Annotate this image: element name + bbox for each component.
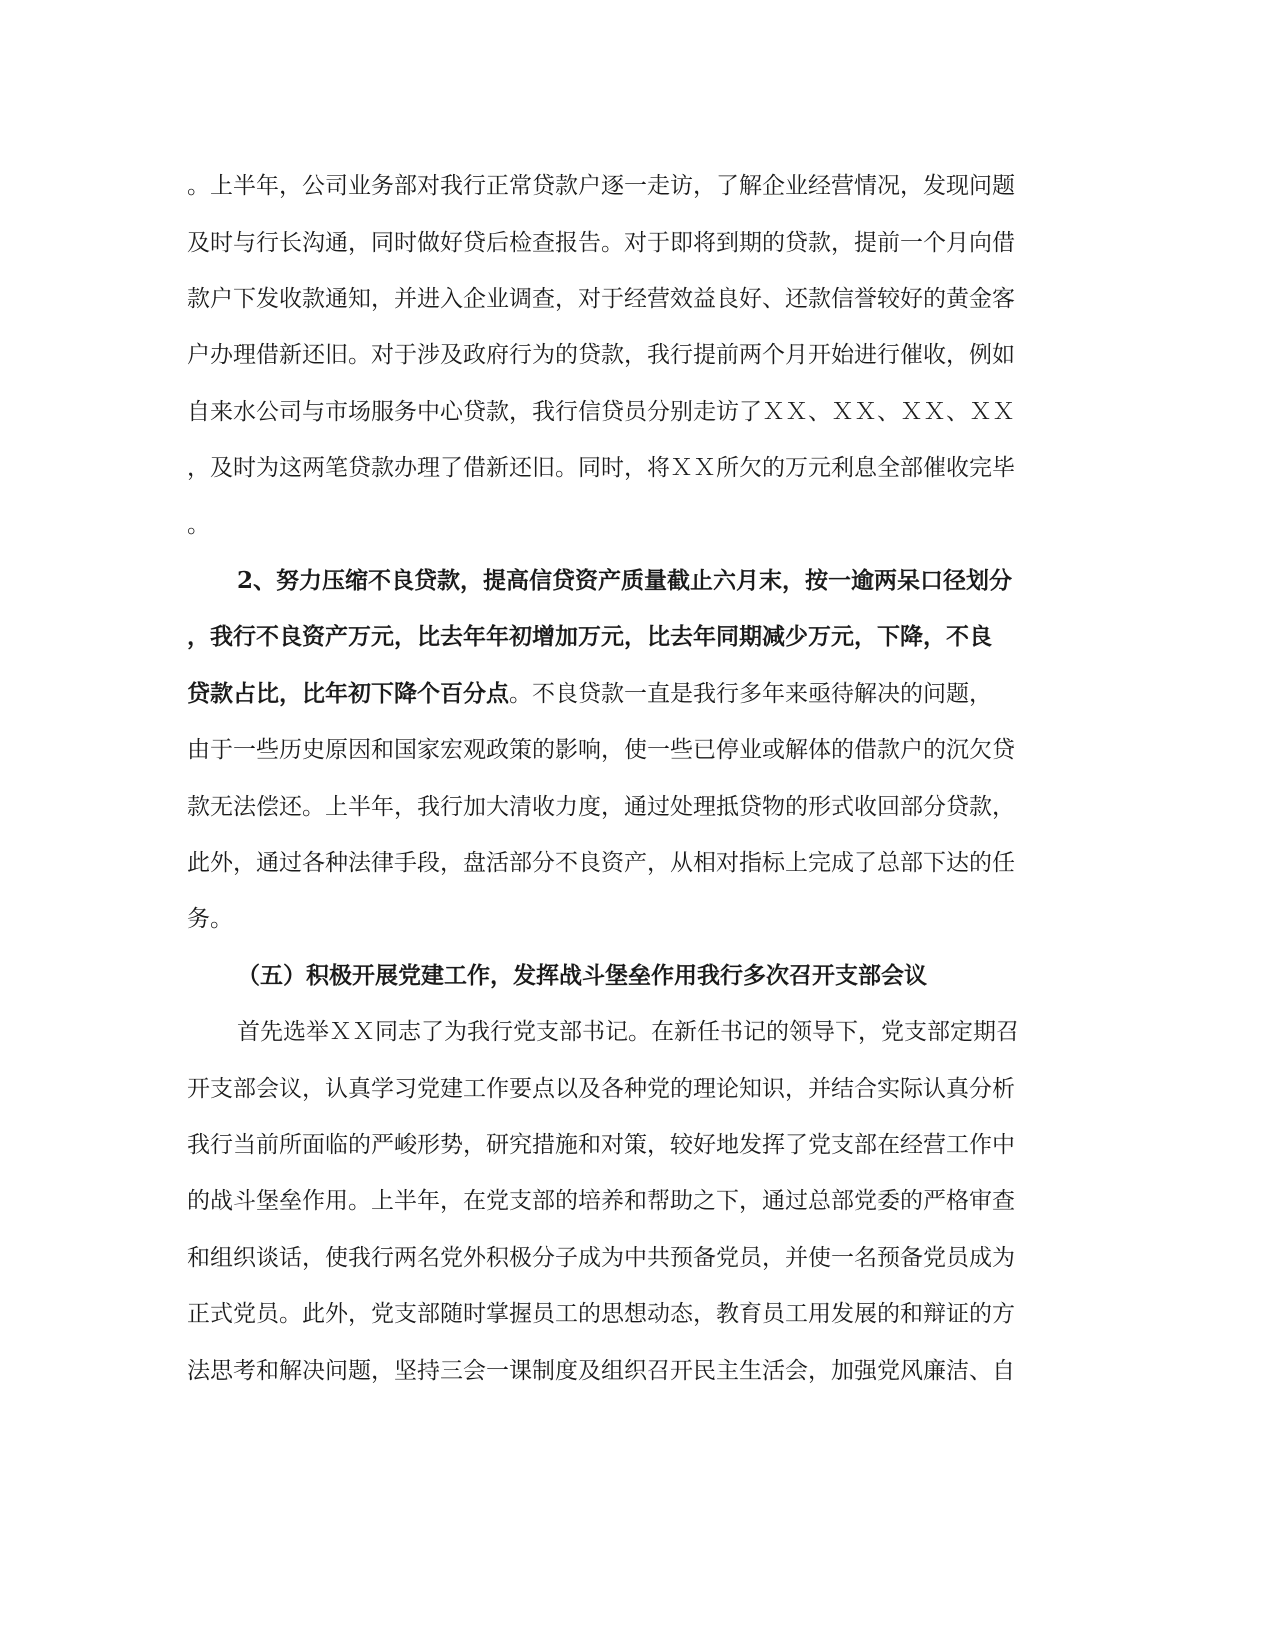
section-heading-text: 贷款占比，比年初下降个百分点 xyxy=(187,680,509,707)
paragraph-line: 法思考和解决问题，坚持三会一课制度及组织召开民主生活会，加强党风廉洁、自 xyxy=(187,1358,1015,1384)
paragraph-line: 。 xyxy=(187,512,210,538)
paragraph-line: 自来水公司与市场服务中心贷款，我行信贷员分别走访了ＸＸ、ＸＸ、ＸＸ、ＸＸ xyxy=(187,399,1015,425)
paragraph-text: 。不良贷款一直是我行多年来亟待解决的问题， xyxy=(509,681,992,707)
paragraph-line: 开支部会议，认真学习党建工作要点以及各种党的理论知识，并结合实际认真分析 xyxy=(187,1076,1015,1102)
paragraph-line: ，及时为这两笔贷款办理了借新还旧。同时，将ＸＸ所欠的万元利息全部催收完毕 xyxy=(187,455,1015,481)
paragraph-line: 由于一些历史原因和国家宏观政策的影响，使一些已停业或解体的借款户的沉欠贷 xyxy=(187,737,1015,763)
paragraph-line xyxy=(187,679,1087,709)
paragraph-line: 和组织谈话，使我行两名党外积极分子成为中共预备党员，并使一名预备党员成为 xyxy=(187,1245,1015,1271)
paragraph-line: 首先选举ＸＸ同志了为我行党支部书记。在新任书记的领导下，党支部定期召 xyxy=(237,1019,1019,1045)
paragraph-line: 及时与行长沟通，同时做好贷后检查报告。对于即将到期的贷款，提前一个月向借 xyxy=(187,230,1015,256)
paragraph-line: 务。 xyxy=(187,906,233,932)
paragraph-line: 。上半年，公司业务部对我行正常贷款户逐一走访，了解企业经营情况，发现问题 xyxy=(187,173,1015,199)
paragraph-line: 款户下发收款通知，并进入企业调查，对于经营效益良好、还款信誉较好的黄金客 xyxy=(187,286,1015,312)
section-heading-line: （五）积极开展党建工作，发挥战斗堡垒作用我行多次召开支部会议 xyxy=(237,962,927,989)
paragraph-line: 的战斗堡垒作用。上半年，在党支部的培养和帮助之下，通过总部党委的严格审查 xyxy=(187,1188,1015,1214)
paragraph-line: 我行当前所面临的严峻形势，研究措施和对策，较好地发挥了党支部在经营工作中 xyxy=(187,1132,1015,1158)
paragraph-line: 正式党员。此外，党支部随时掌握员工的思想动态，教育员工用发展的和辩证的方 xyxy=(187,1301,1015,1327)
section-heading-line: ，我行不良资产万元，比去年年初增加万元，比去年同期减少万元，下降，不良 xyxy=(187,623,992,650)
paragraph-line: 户办理借新还旧。对于涉及政府行为的贷款，我行提前两个月开始进行催收，例如 xyxy=(187,342,1015,368)
paragraph-line: 款无法偿还。上半年，我行加大清收力度，通过处理抵贷物的形式收回部分贷款， xyxy=(187,794,1015,820)
section-heading-line: 2、努力压缩不良贷款，提高信贷资产质量截止六月末，按一逾两呆口径划分 xyxy=(237,567,1013,594)
paragraph-line: 此外，通过各种法律手段，盘活部分不良资产，从相对指标上完成了总部下达的任 xyxy=(187,850,1015,876)
